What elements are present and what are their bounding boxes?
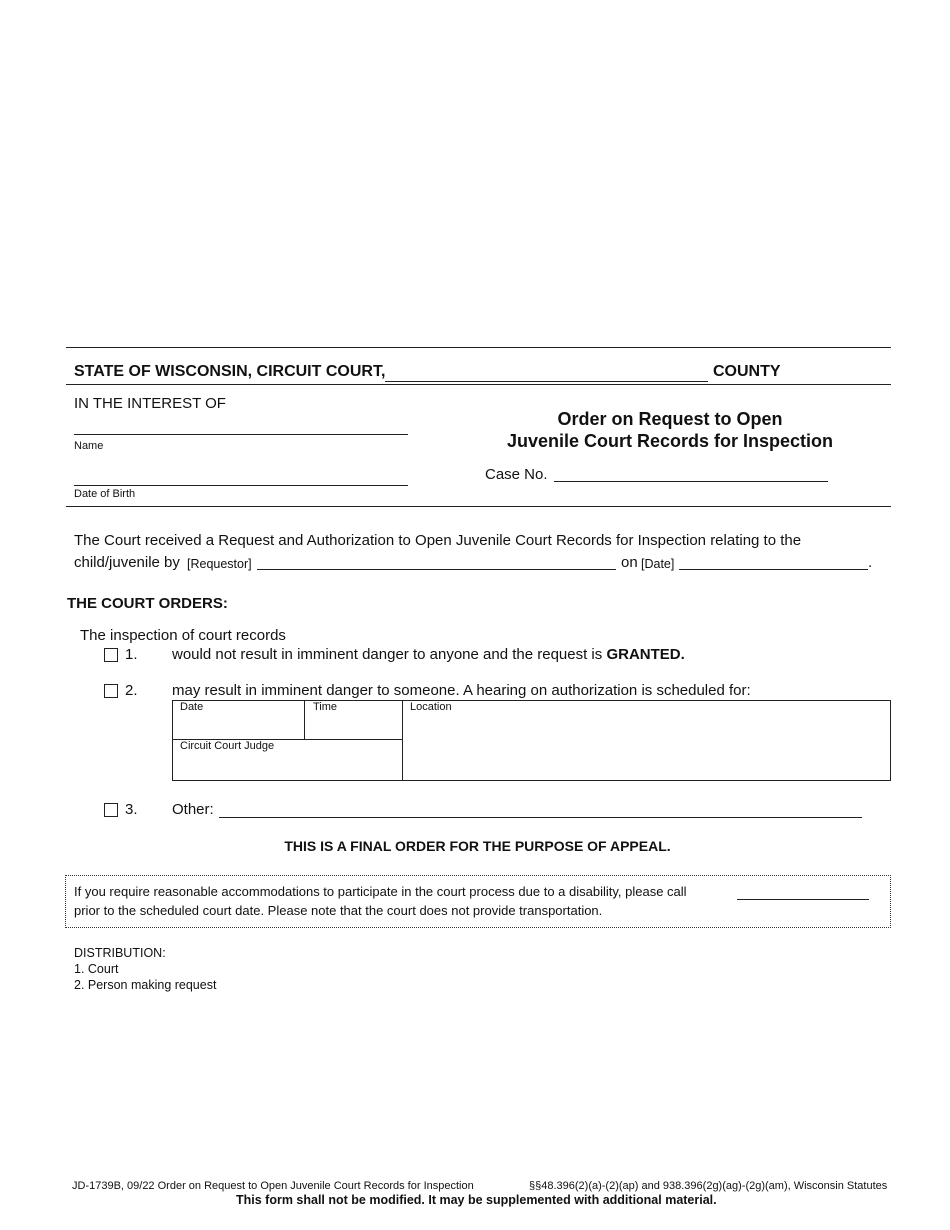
- item-2-text: may result in imminent danger to someone. A hearing on authorization is scheduled for:: [172, 682, 751, 699]
- granted-label: GRANTED.: [606, 646, 685, 663]
- interest-of-label: IN THE INTEREST OF: [74, 395, 226, 412]
- hearing-checkbox[interactable]: [104, 684, 118, 698]
- date-of-birth-field[interactable]: [74, 485, 408, 486]
- footer-statutes: §§48.396(2)(a)-(2)(ap) and 938.396(2g)(ag)-(2g)(am), Wisconsin Statutes: [529, 1180, 888, 1192]
- form-title: [480, 408, 860, 452]
- accommodation-line-1: If you require reasonable accommodations to participate in the court process due to a disability, please call: [74, 884, 687, 899]
- hearing-location-label: Location: [410, 701, 452, 713]
- hearing-judge-label: Circuit Court Judge: [180, 740, 275, 752]
- accommodation-box: [65, 875, 891, 928]
- hearing-time-label: Time: [313, 701, 338, 713]
- item-1-number: 1.: [125, 646, 138, 663]
- requestor-label: [Requestor]: [187, 557, 252, 571]
- accommodation-line-2: prior to the scheduled court date. Please note that the court does not provide transportation.: [74, 903, 603, 918]
- item-1-text: [172, 646, 685, 663]
- name-label: Name: [74, 440, 104, 452]
- request-date-field[interactable]: [679, 569, 868, 570]
- court-orders-heading: THE COURT ORDERS:: [67, 595, 228, 612]
- intro-line-1: The Court received a Request and Authorization to Open Juvenile Court Records for Inspection relating to the: [74, 532, 802, 549]
- intro-line-2-start: child/juvenile by: [74, 554, 180, 571]
- case-number-label: Case No.: [485, 466, 548, 483]
- other-label: Other:: [172, 801, 214, 818]
- inspection-lead-text: The inspection of court records: [80, 627, 286, 644]
- other-field[interactable]: [219, 817, 862, 818]
- case-number-field[interactable]: [554, 481, 828, 482]
- other-checkbox[interactable]: [104, 803, 118, 817]
- form-title-line-2: Juvenile Court Records for Inspection: [506, 431, 834, 451]
- form-title-line-1: Order on Request to Open: [557, 409, 783, 429]
- caption-mid-rule: [66, 384, 891, 385]
- hearing-date-label: Date: [180, 701, 204, 713]
- item-2-number: 2.: [125, 682, 138, 699]
- date-of-birth-label: Date of Birth: [74, 488, 136, 500]
- caption-top-rule: [66, 347, 891, 348]
- footer-form-id: JD-1739B, 09/22 Order on Request to Open Juvenile Court Records for Inspection: [72, 1180, 474, 1192]
- footer-notice: This form shall not be modified. It may be supplemented with additional material.: [236, 1193, 717, 1207]
- distribution-item-2: 2. Person making request: [74, 978, 217, 992]
- final-order-notice: THIS IS A FINAL ORDER FOR THE PURPOSE OF APPEAL.: [284, 838, 671, 854]
- intro-period: .: [868, 554, 873, 571]
- on-label: on: [621, 554, 638, 571]
- county-label: COUNTY: [713, 363, 781, 380]
- name-field[interactable]: [74, 434, 408, 435]
- caption-bottom-rule: [66, 506, 891, 507]
- date-bracket-label: [Date]: [641, 557, 675, 571]
- court-prefix: STATE OF WISCONSIN, CIRCUIT COURT,: [74, 363, 386, 380]
- item-1-text-body: would not result in imminent danger to anyone and the request is: [172, 646, 603, 663]
- granted-checkbox[interactable]: [104, 648, 118, 662]
- distribution-item-1: 1. Court: [74, 962, 119, 976]
- item-3-number: 3.: [125, 801, 138, 818]
- county-name-field[interactable]: [385, 381, 708, 382]
- hearing-location-cell[interactable]: [402, 700, 891, 781]
- distribution-heading: DISTRIBUTION:: [74, 946, 166, 960]
- requestor-field[interactable]: [257, 569, 616, 570]
- accommodation-phone-field[interactable]: [737, 899, 869, 900]
